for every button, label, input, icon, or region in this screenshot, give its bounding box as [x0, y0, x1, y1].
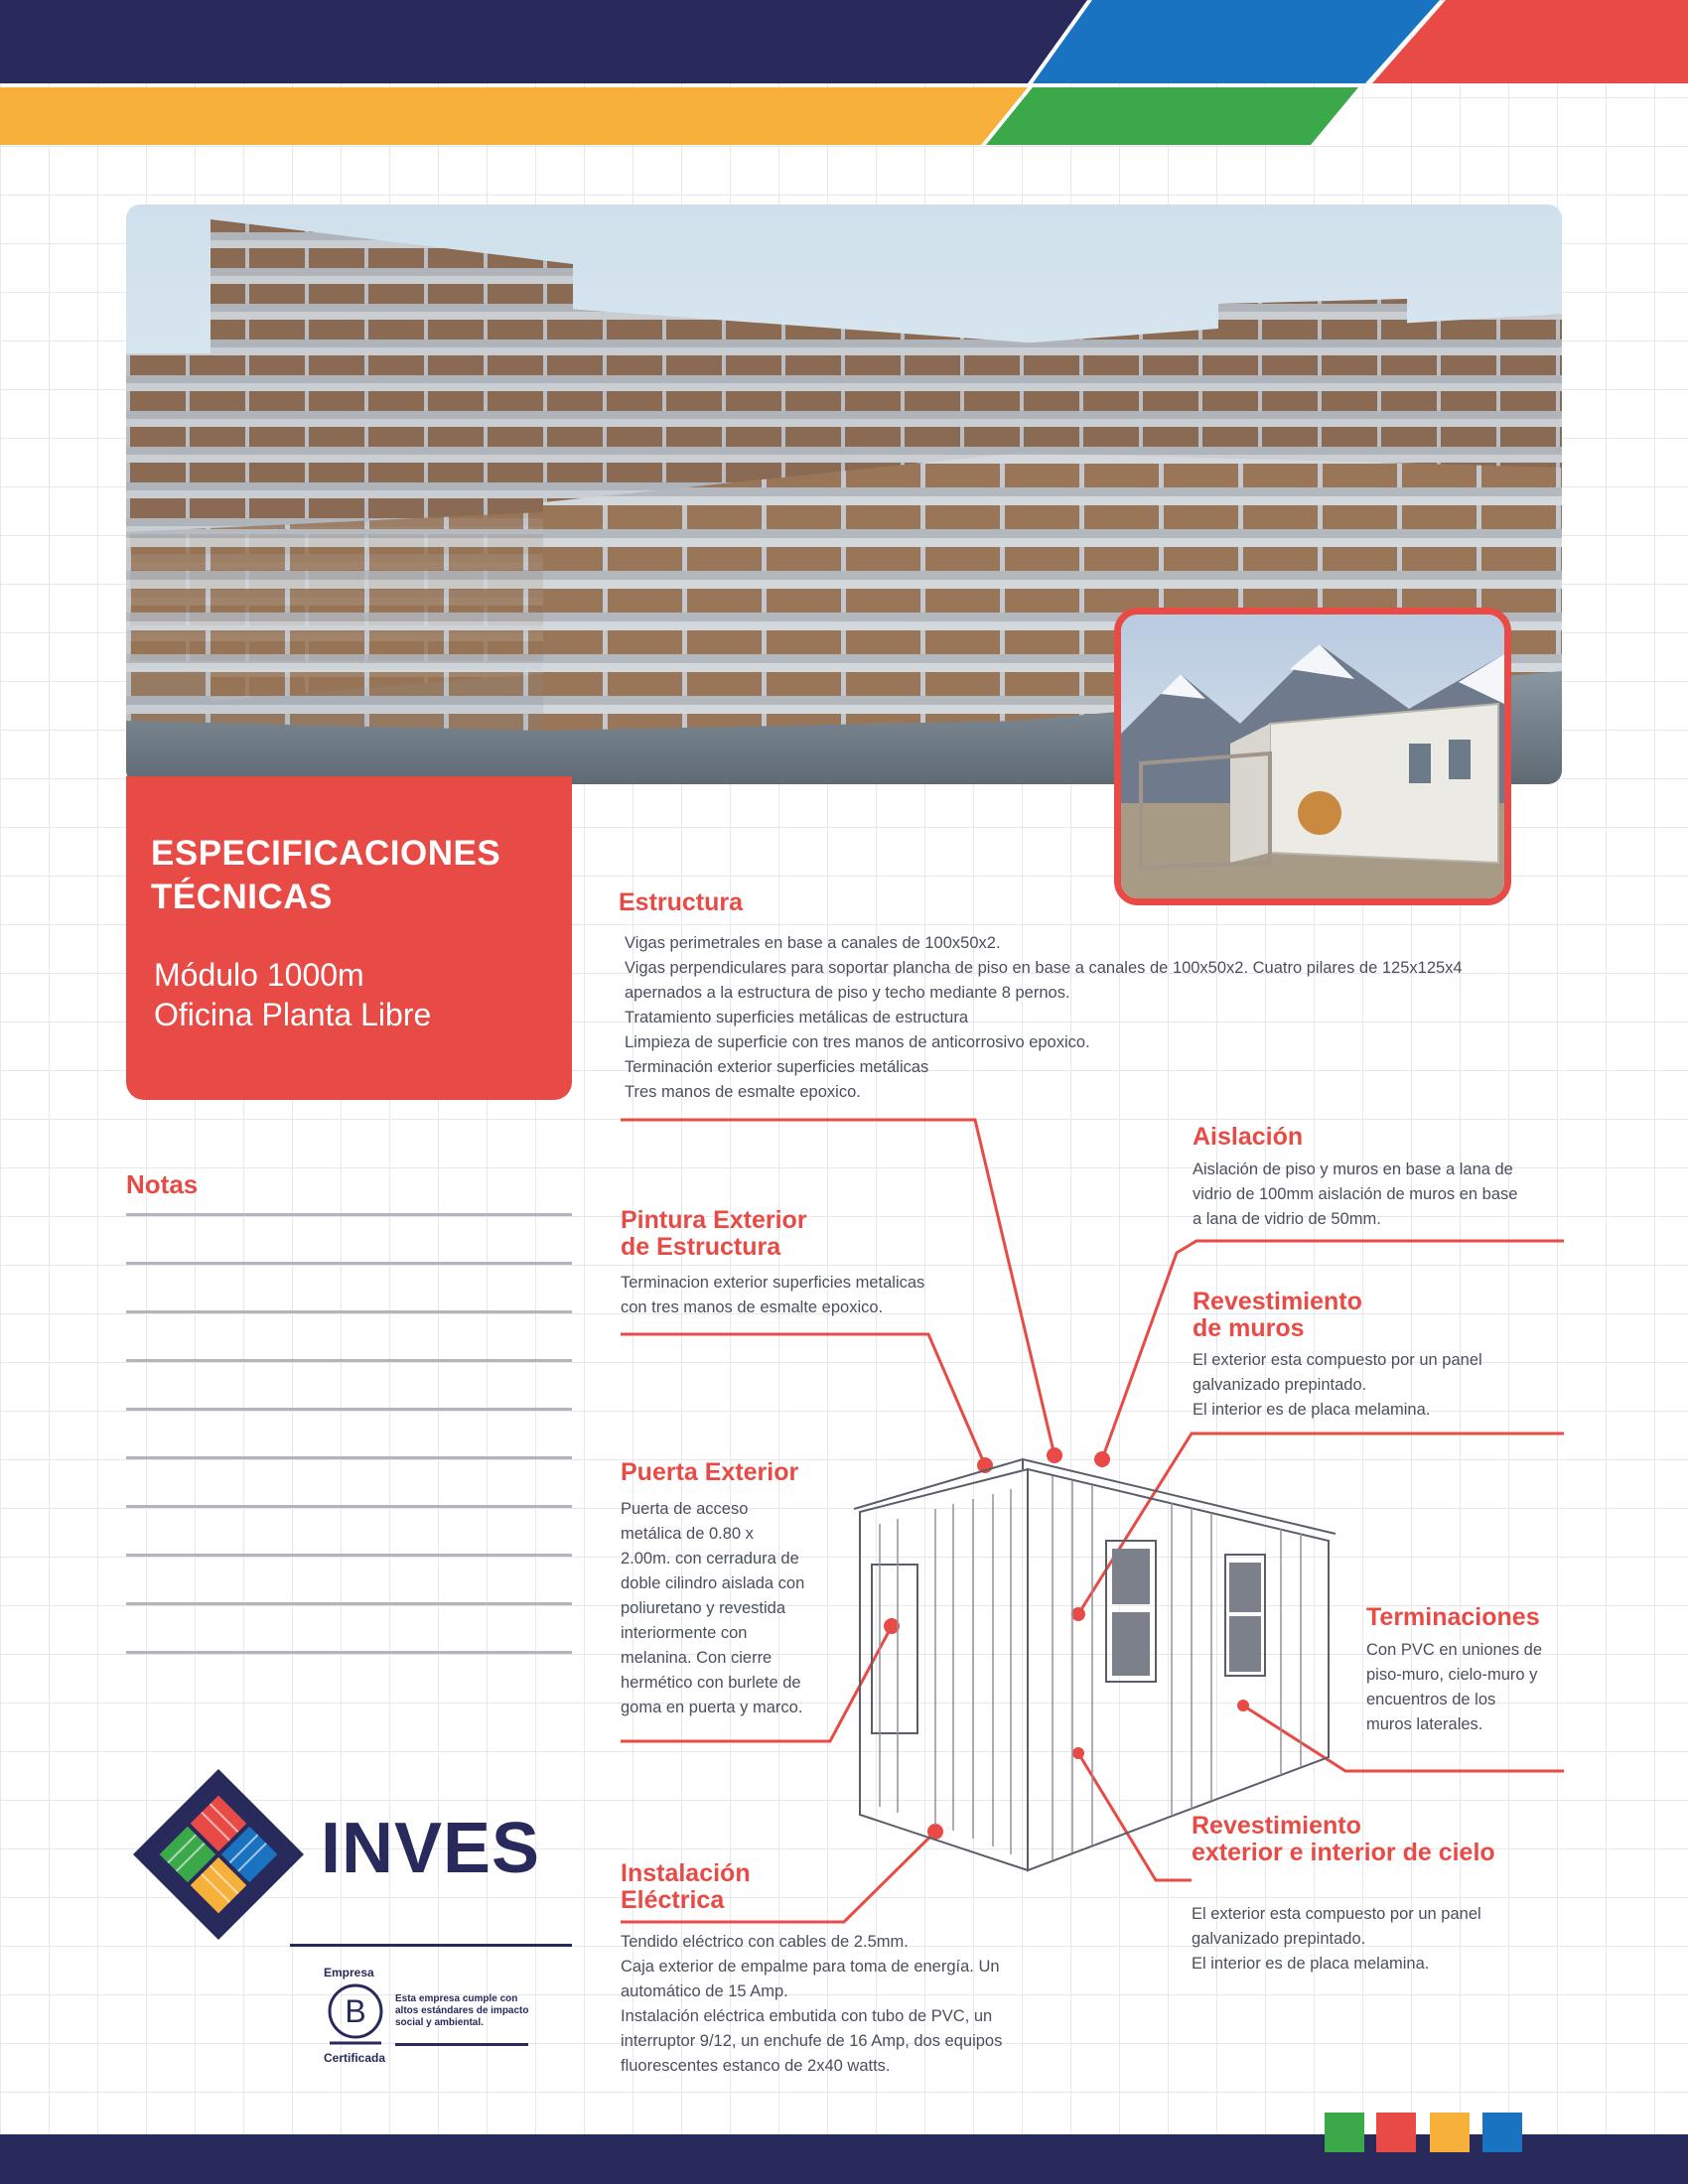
bcorp-divider	[395, 2043, 528, 2046]
bcorp-letter: B	[345, 1993, 366, 2029]
terminaciones-title: Terminaciones	[1366, 1603, 1540, 1631]
revestimiento-muros-title: Revestimiento de muros	[1193, 1288, 1362, 1342]
pintura-body: Terminacion exterior superficies metalicas con tres manos de esmalte epoxico.	[621, 1274, 925, 1316]
spec-title: ESPECIFICACIONES TÉCNICAS	[151, 834, 501, 916]
b-corp-icon	[326, 1981, 385, 2047]
revestimiento-cielo-title: Revestimiento exterior e interior de cielo	[1192, 1812, 1495, 1866]
puerta-body: Puerta de acceso metálica de 0.80 x 2.00m. con cerradura de doble cilindro aislada con poliuretano y revestida interiormente con melanina. Con cierre hermético con burlete de goma en puerta y marco.	[621, 1500, 805, 1716]
revestimiento-muros-body: El exterior esta compuesto por un panel galvanizado prepintado. El interior es de placa melamina.	[1193, 1351, 1482, 1419]
instalacion-body: Tendido eléctrico con cables de 2.5mm. Caja exterior de empalme para toma de energía. Un automático de 15 Amp. Instalación eléctrica embutida con tubo de PVC, un interruptor 9/12, un enchufe de 16 Amp, dos equipos fluorescentes estanco de 2x40 watts.	[621, 1933, 1003, 2075]
yellow-swatch	[1430, 2113, 1470, 2152]
estructura-title: Estructura	[619, 888, 744, 916]
container-module-drawing	[854, 1459, 1336, 1870]
logo-divider	[290, 1944, 572, 1947]
bcorp-top-label: Empresa	[324, 1966, 374, 1979]
revestimiento-cielo-body: El exterior esta compuesto por un panel galvanizado prepintado. El interior es de placa melamina.	[1192, 1905, 1481, 1973]
red-swatch	[1376, 2113, 1416, 2152]
spec-subtitle: Módulo 1000m Oficina Planta Libre	[154, 957, 432, 1032]
instalacion-title: Instalación Eléctrica	[621, 1859, 751, 1914]
terminaciones-body: Con PVC en uniones de piso-muro, cielo-muro y encuentros de los muros laterales.	[1366, 1641, 1543, 1733]
bcorp-bottom-label: Certificada	[324, 2051, 386, 2065]
green-swatch	[1325, 2113, 1364, 2152]
blue-swatch	[1482, 2113, 1522, 2152]
pintura-title: Pintura Exterior de Estructura	[621, 1206, 807, 1261]
estructura-body: Vigas perimetrales en base a canales de 100x50x2. Vigas perpendiculares para soportar plancha de piso en base a canales de 100x50x2. Cuatro pilares de 125x125x4 apernados a la estructura de piso y techo mediante 8 pernos. Tratamiento superficies metálicas de estructura Limpieza de superficie con tres manos de anticorrosivo epoxico. Terminación exterior superficies metálicas Tres manos de esmalte epoxico.	[625, 934, 1463, 1101]
puerta-title: Puerta Exterior	[621, 1458, 799, 1486]
aislacion-title: Aislación	[1193, 1123, 1304, 1151]
notes-title: Notas	[126, 1169, 199, 1199]
bcorp-description: Esta empresa cumple con altos estándares de impacto social y ambiental.	[395, 1993, 529, 2028]
aislacion-body: Aislación de piso y muros en base a lana de vidrio de 100mm aislación de muros en base a lana de vidrio de 50mm.	[1193, 1160, 1518, 1228]
brand-name: INVES	[321, 1809, 541, 1888]
inves-diamond-logo-icon	[133, 1769, 304, 1940]
